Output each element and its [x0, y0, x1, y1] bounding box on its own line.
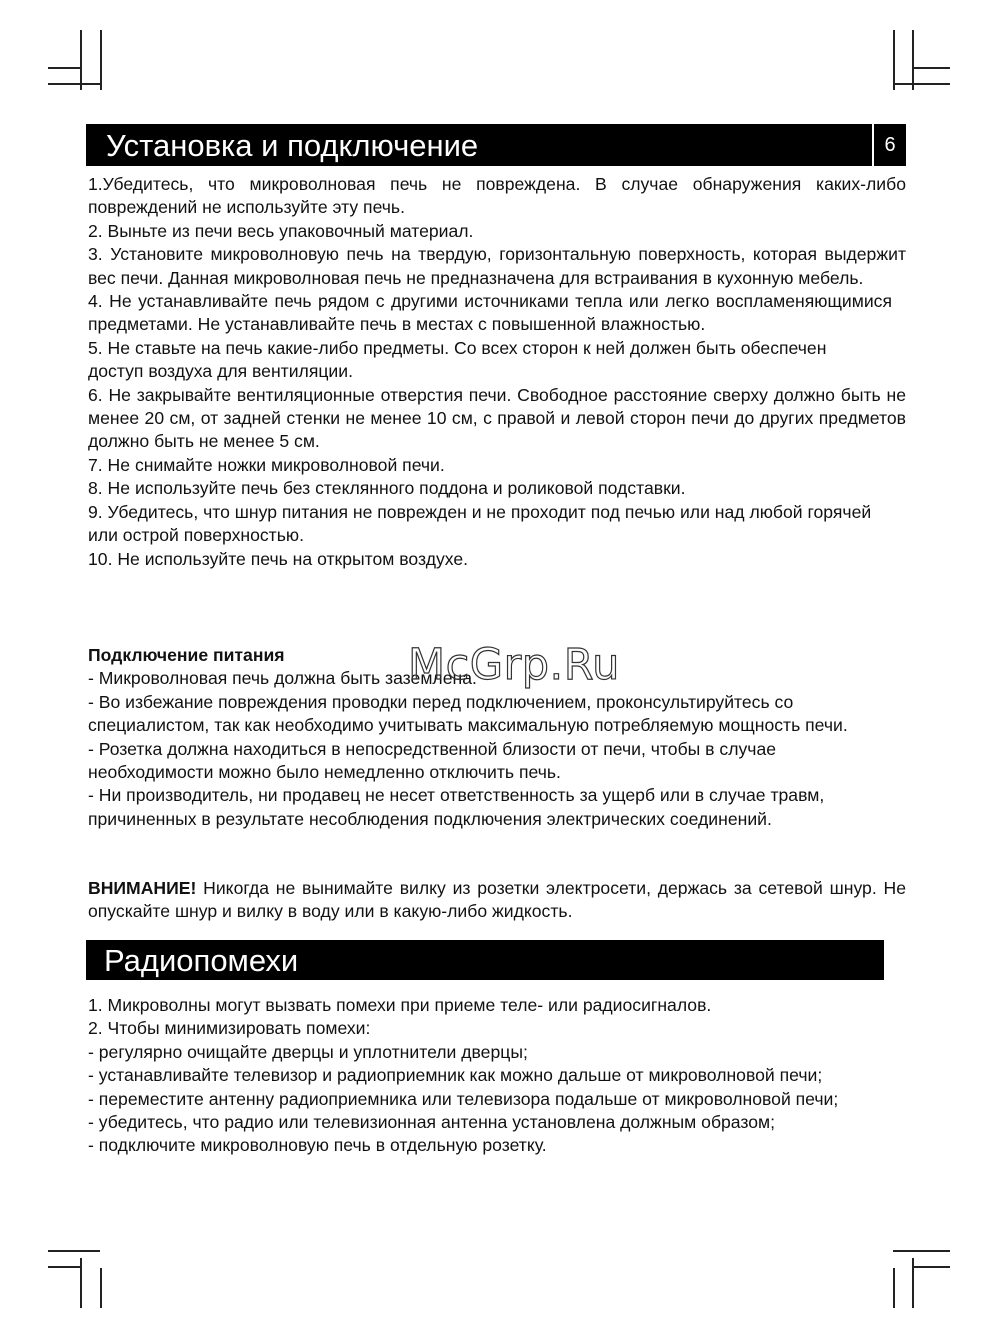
list-item: 3. Установите микроволновую печь на твердую, горизонтальную поверхность, которая выдержит вес печи. Данная микроволновая печь не предназначена для встраивания в кухонную мебель.	[88, 244, 906, 288]
crop-mark	[100, 30, 102, 90]
list-item: 1.Убедитесь, что микроволновая печь не повреждена. В случае обнаружения каких-либо повреждений не используйте эту печь.	[88, 174, 906, 218]
list-item: - устанавливайте телевизор и радиоприемник как можно дальше от микроволновой печи;	[88, 1065, 823, 1086]
list-item: 2. Выньте из печи весь упаковочный материал.	[88, 220, 474, 241]
radio-interference-list	[88, 994, 906, 1158]
page-number-badge	[874, 124, 906, 166]
list-item: 10. Не используйте печь на открытом воздухе.	[88, 548, 469, 569]
crop-mark	[912, 67, 950, 69]
section-heading-installation	[86, 124, 872, 166]
crop-mark	[893, 30, 895, 90]
crop-mark	[48, 1250, 100, 1252]
list-item: 8. Не используйте печь без стеклянного поддона и роликовой подставки.	[88, 478, 686, 499]
warning-label: ВНИМАНИЕ!	[88, 878, 197, 898]
warning-text: Никогда не вынимайте вилку из розетки электросети, держась за сетевой шнур. Не опускайте шнур и вилку в воду или в какую-либо жидкость.	[88, 878, 906, 922]
crop-mark	[48, 1266, 80, 1268]
crop-mark	[48, 67, 80, 69]
page-number: 6	[884, 133, 896, 156]
list-item: - Ни производитель, ни продавец не несет ответственность за ущерб или в случае травм, причиненных в результате несоблюдения подключения электрических соединений.	[88, 785, 825, 829]
section-title: Радиопомехи	[104, 942, 299, 978]
list-item: - Микроволновая печь должна быть заземлена.	[88, 668, 477, 689]
list-item: 7. Не снимайте ножки микроволновой печи.	[88, 454, 445, 475]
list-item: - переместите антенну радиоприемника или телевизора подальше от микроволновой печи;	[88, 1088, 839, 1109]
list-item: - Во избежание повреждения проводки перед подключением, проконсультируйтесь со специалистом, так как необходимо учитывать максимальную потребляемую мощность печи.	[88, 691, 848, 736]
list-item: 6. Не закрывайте вентиляционные отверстия печи. Свободное расстояние сверху должно быть не менее 20 см, от задней стенки не менее 10 см, с правой и левой сторон печи до других предметов должно быть не менее 5 см.	[88, 384, 906, 452]
list-item: - подключите микроволновую печь в отдельную розетку.	[88, 1135, 547, 1156]
list-item: 2. Чтобы минимизировать помехи:	[88, 1018, 371, 1039]
crop-mark	[893, 1250, 950, 1252]
section-title: Установка и подключение	[106, 127, 479, 163]
crop-mark	[893, 1268, 895, 1308]
list-item: 1. Микроволны могут вызвать помехи при приеме теле- или радиосигналов.	[88, 995, 712, 1015]
section-heading-radio-interference	[86, 940, 884, 980]
list-item: 4. Не устанавливайте печь рядом с другими источниками тепла или легко воспламеняющимися предметами. Не устанавливайте печь в местах с повышенной влажностью.	[88, 291, 892, 335]
list-item: 5. Не ставьте на печь какие-либо предметы. Со всех сторон к ней должен быть обеспечен доступ воздуха для вентиляции.	[88, 337, 827, 382]
crop-mark	[48, 83, 100, 85]
watermark: McGrp.Ru	[408, 640, 620, 690]
list-item: 9. Убедитесь, что шнур питания не поврежден и не проходит под печью или над любой горячей или острой поверхностью.	[88, 501, 872, 546]
subheading-power: Подключение питания	[88, 645, 285, 665]
crop-mark	[100, 1268, 102, 1308]
list-item: - Розетка должна находиться в непосредственной близости от печи, чтобы в случае необходимости можно было немедленно отключить печь.	[88, 738, 777, 783]
crop-mark	[80, 30, 82, 90]
crop-mark	[80, 1258, 82, 1308]
crop-mark	[893, 83, 950, 85]
installation-list	[88, 173, 906, 571]
list-item: - убедитесь, что радио или телевизионная антенна установлена должным образом;	[88, 1112, 776, 1133]
crop-mark	[912, 1266, 950, 1268]
crop-mark	[912, 30, 914, 90]
warning-block	[88, 877, 906, 924]
list-item: - регулярно очищайте дверцы и уплотнители дверцы;	[88, 1041, 528, 1062]
